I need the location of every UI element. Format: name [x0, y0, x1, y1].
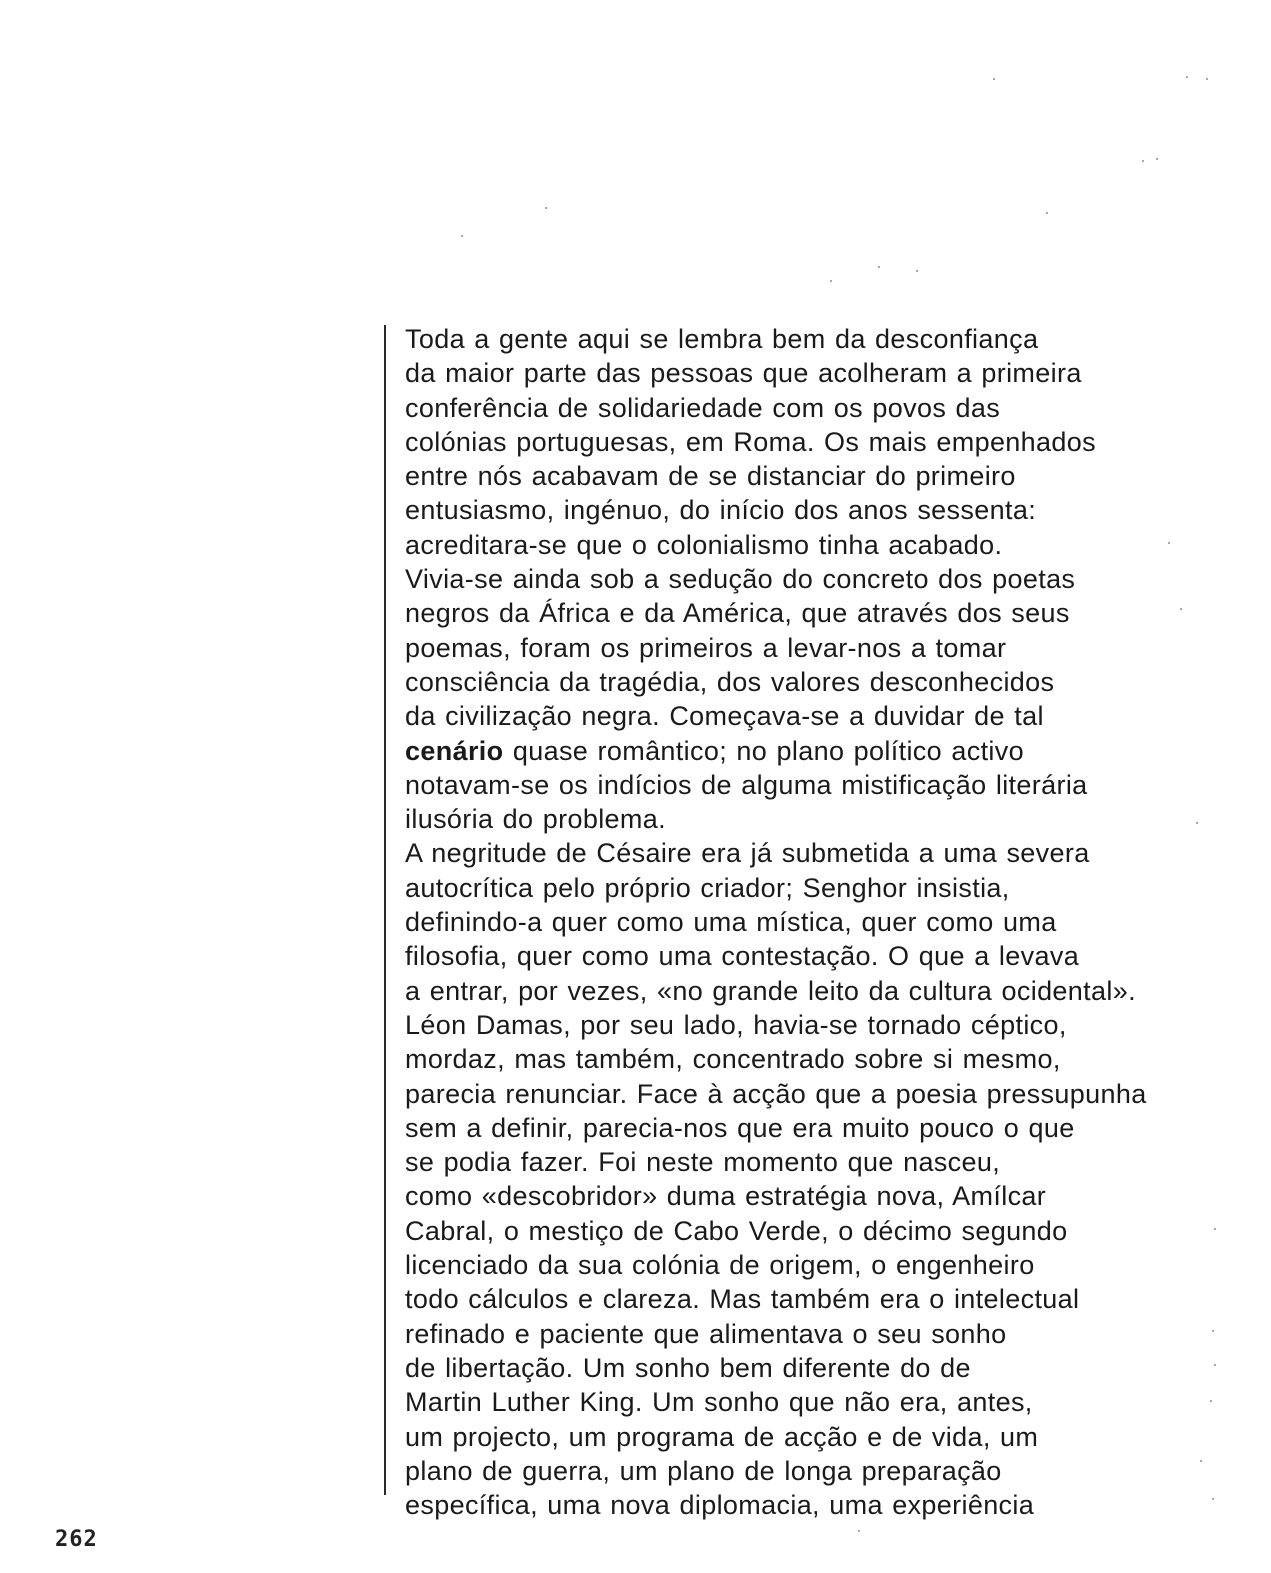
text-line: poemas, foram os primeiros a levar-nos a tomar: [405, 632, 1007, 663]
scan-speck: [1200, 1460, 1202, 1462]
text-line: entre nós acabavam de se distanciar do primeiro: [405, 461, 1016, 492]
text-line: sem a definir, parecia-nos que era muito pouco o que: [405, 1112, 1075, 1143]
text-line: [405, 734, 1245, 768]
scan-speck: [1214, 1228, 1216, 1230]
scan-speck: [1212, 1498, 1214, 1500]
scan-speck: [1214, 1364, 1216, 1366]
text-line: se podia fazer. Foi neste momento que nasceu,: [405, 1147, 1001, 1178]
scan-speck: [1212, 1330, 1214, 1332]
scan-speck: [1142, 160, 1144, 162]
text-line: todo cálculos e clareza. Mas também era o intelectual: [405, 1284, 1080, 1315]
scan-speck: [858, 1530, 860, 1532]
text-line: da maior parte das pessoas que acolheram a primeira: [405, 358, 1082, 389]
scan-speck: [461, 235, 463, 237]
text-line: negros da África e da América, que através dos seus: [405, 598, 1070, 629]
text-line: como «descobridor» duma estratégia nova, Amílcar: [405, 1181, 1047, 1212]
text-line: autocrítica pelo próprio criador; Senghor insistia,: [405, 872, 1010, 903]
bold-word: cenário: [405, 735, 504, 766]
scan-speck: [1180, 608, 1182, 610]
scan-speck: [830, 280, 832, 282]
scan-speck: [1210, 1400, 1212, 1402]
text-line: conferência de solidariedade com os povos das: [405, 392, 1001, 423]
text-line: Martin Luther King. Um sonho que não era, antes,: [405, 1387, 1033, 1418]
text-line: A negritude de Césaire era já submetida a uma severa: [405, 838, 1090, 869]
scan-speck: [1186, 76, 1188, 78]
scan-speck: [1196, 822, 1198, 824]
text-line: filosofia, quer como uma contestação. O que a levava: [405, 941, 1080, 972]
text-line: notavam-se os indícios de alguma mistificação literária: [405, 769, 1088, 800]
scan-speck: [1168, 542, 1170, 544]
scan-speck: [993, 78, 995, 80]
scan-speck: [1046, 212, 1048, 214]
text-line: acreditara-se que o colonialismo tinha acabado.: [405, 529, 1003, 560]
text-line: um projecto, um programa de acção e de vida, um: [405, 1421, 1039, 1452]
text-line: licenciado da sua colónia de origem, o engenheiro: [405, 1250, 1035, 1281]
body-text: [405, 322, 1245, 1522]
text-line: Cabral, o mestiço de Cabo Verde, o décimo segundo: [405, 1215, 1068, 1246]
text-line: definindo-a quer como uma mística, quer como uma: [405, 907, 1057, 938]
text-line: parecia renunciar. Face à acção que a poesia pressupunha: [405, 1078, 1147, 1109]
text-line: a entrar, por vezes, «no grande leito da cultura ocidental».: [405, 975, 1136, 1006]
text-line: da civilização negra. Começava-se a duvidar de tal: [405, 701, 1044, 732]
line-remainder: quase romântico; no plano político activo: [503, 735, 1024, 766]
text-line: ilusória do problema.: [405, 804, 666, 835]
text-line: específica, uma nova diplomacia, uma experiência: [405, 1490, 1035, 1521]
text-line: Léon Damas, por seu lado, havia-se tornado céptico,: [405, 1009, 1067, 1040]
scan-speck: [878, 266, 880, 268]
scan-speck: [1206, 78, 1208, 80]
text-line: refinado e paciente que alimentava o seu sonho: [405, 1318, 1007, 1349]
scan-speck: [916, 270, 918, 272]
text-line: mordaz, mas também, concentrado sobre si mesmo,: [405, 1044, 1061, 1075]
text-line: Toda a gente aqui se lembra bem da desconfiança: [405, 324, 1039, 354]
margin-rule: [384, 325, 386, 1495]
page-number: 262: [55, 1527, 98, 1552]
text-line: entusiasmo, ingénuo, do início dos anos sessenta:: [405, 495, 1037, 526]
text-line: de libertação. Um sonho bem diferente do de: [405, 1352, 971, 1383]
text-line: Vivia-se ainda sob a sedução do concreto dos poetas: [405, 564, 1076, 595]
scan-speck: [545, 207, 547, 209]
text-line: colónias portuguesas, em Roma. Os mais empenhados: [405, 426, 1096, 457]
text-line: plano de guerra, um plano de longa preparação: [405, 1455, 1002, 1486]
scan-speck: [1156, 158, 1158, 160]
text-line: consciência da tragédia, dos valores desconhecidos: [405, 666, 1055, 697]
